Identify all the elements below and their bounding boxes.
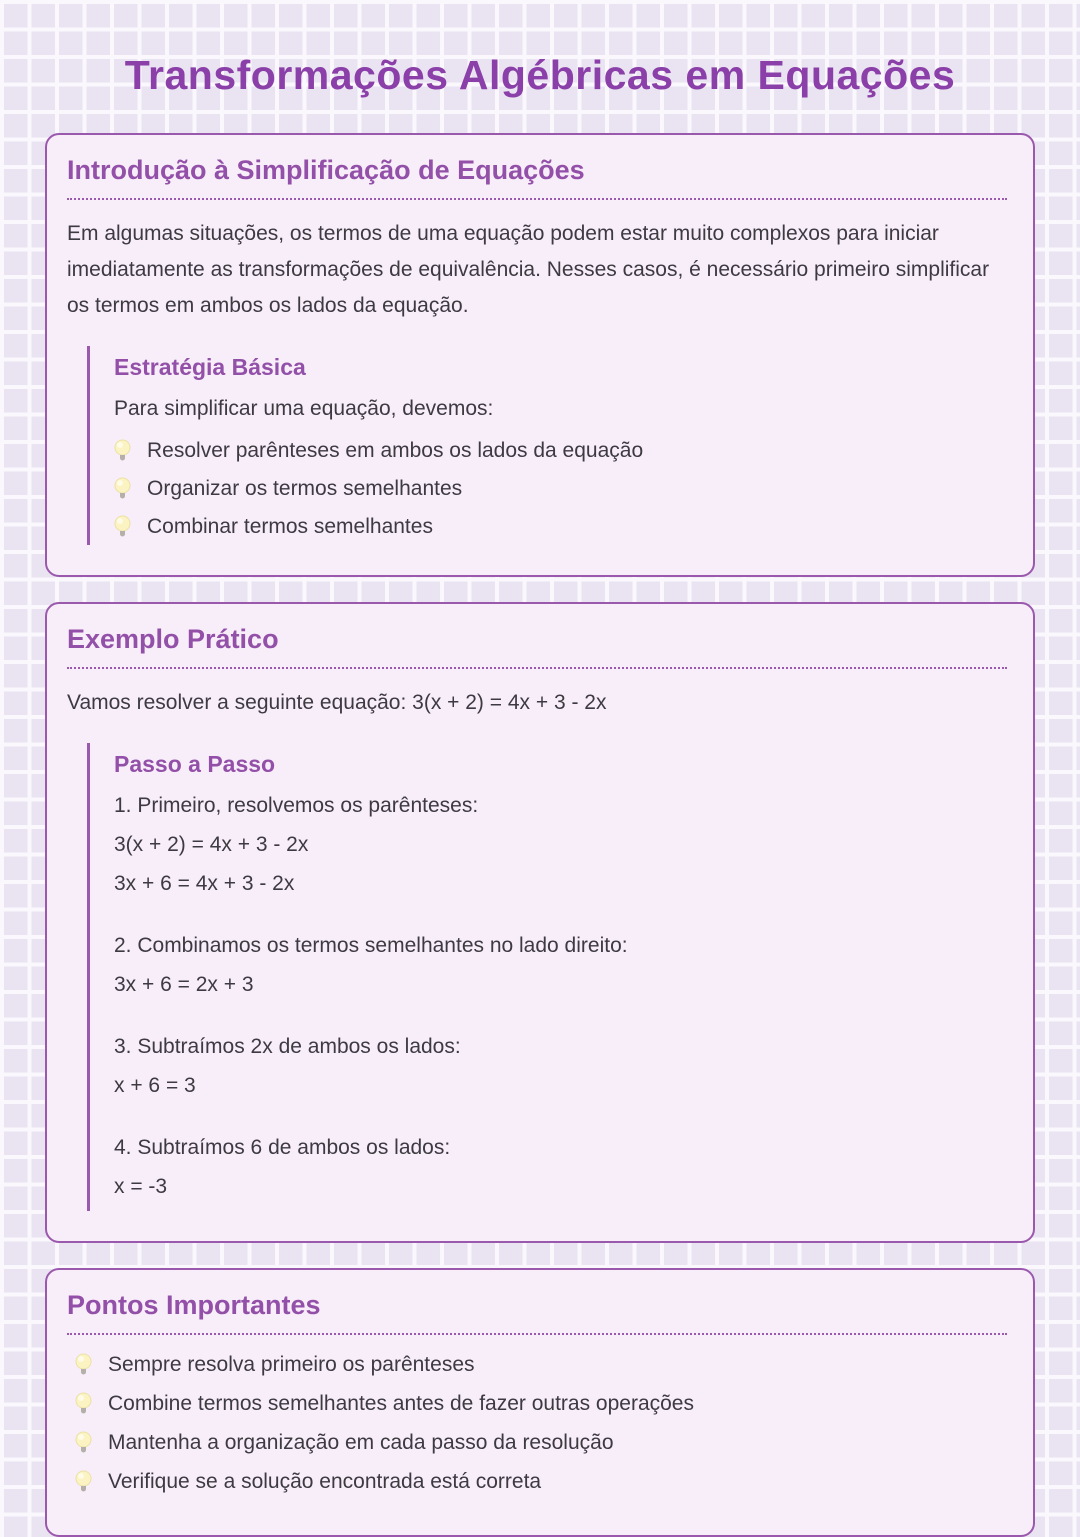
bullet-text: Organizar os termos semelhantes <box>147 477 463 501</box>
list-item <box>114 477 1007 501</box>
equation: 3x + 6 = 4x + 3 - 2x <box>114 872 295 896</box>
section-heading-pontos: Pontos Importantes <box>67 1290 1007 1335</box>
section-heading-introducao: Introdução à Simplificação de Equações <box>67 155 1007 200</box>
step-1 <box>114 794 1007 896</box>
bullet-text: Combine termos semelhantes antes de fazer outras operações <box>108 1392 694 1416</box>
equation: 3(x + 2) = 4x + 3 - 2x <box>114 833 309 857</box>
card-introducao <box>45 133 1035 577</box>
equation: 3x + 6 = 2x + 3 <box>114 973 254 997</box>
step-3 <box>114 1035 1007 1098</box>
lightbulb-icon <box>75 1392 92 1416</box>
step-4 <box>114 1136 1007 1199</box>
example-equation-intro: Vamos resolver a seguinte equação: 3(x + 2) = 4x + 3 - 2x <box>67 691 607 715</box>
subsection-intro-text: Para simplificar uma equação, devemos: <box>114 397 494 421</box>
section-heading-exemplo: Exemplo Prático <box>67 624 1007 669</box>
bullet-text: Mantenha a organização em cada passo da resolução <box>108 1431 614 1455</box>
step-2 <box>114 934 1007 997</box>
page-title: Transformações Algébricas em Equações <box>124 52 956 98</box>
lightbulb-icon <box>114 477 131 501</box>
list-item <box>67 1392 1007 1416</box>
lightbulb-icon <box>75 1353 92 1377</box>
bullet-text: Verifique se a solução encontrada está correta <box>108 1470 542 1494</box>
subsection-heading-passos: Passo a Passo <box>114 751 276 778</box>
subsection-heading-estrategia: Estratégia Básica <box>114 354 306 381</box>
intro-paragraph: Em algumas situações, os termos de uma equação podem estar muito complexos para iniciar imediatamente as transformações de equivalência. Nesses casos, é necessário primeiro simplificar os termos em ambos os lados da equação. <box>67 222 990 318</box>
step-description: 2. Combinamos os termos semelhantes no lado direito: <box>114 934 628 958</box>
card-exemplo-pratico <box>45 602 1035 1243</box>
lightbulb-icon <box>75 1470 92 1494</box>
lightbulb-icon <box>114 515 131 539</box>
subsection-passo-a-passo <box>87 743 1007 1211</box>
list-item <box>114 515 1007 539</box>
step-description: 1. Primeiro, resolvemos os parênteses: <box>114 794 479 818</box>
subsection-estrategia-basica <box>87 346 1007 545</box>
equation: x + 6 = 3 <box>114 1074 196 1098</box>
equation: x = -3 <box>114 1175 168 1199</box>
list-item <box>114 439 1007 463</box>
list-item <box>67 1353 1007 1377</box>
bullet-text: Combinar termos semelhantes <box>147 515 433 539</box>
card-pontos-importantes <box>45 1268 1035 1537</box>
lightbulb-icon <box>75 1431 92 1455</box>
bullet-text: Resolver parênteses em ambos os lados da equação <box>147 439 644 463</box>
list-item <box>67 1470 1007 1494</box>
lightbulb-icon <box>114 439 131 463</box>
bullet-text: Sempre resolva primeiro os parênteses <box>108 1353 475 1377</box>
strategy-bullet-list <box>114 439 1007 539</box>
important-points-list <box>67 1353 1007 1494</box>
step-description: 3. Subtraímos 2x de ambos os lados: <box>114 1035 461 1059</box>
list-item <box>67 1431 1007 1455</box>
step-description: 4. Subtraímos 6 de ambos os lados: <box>114 1136 451 1160</box>
